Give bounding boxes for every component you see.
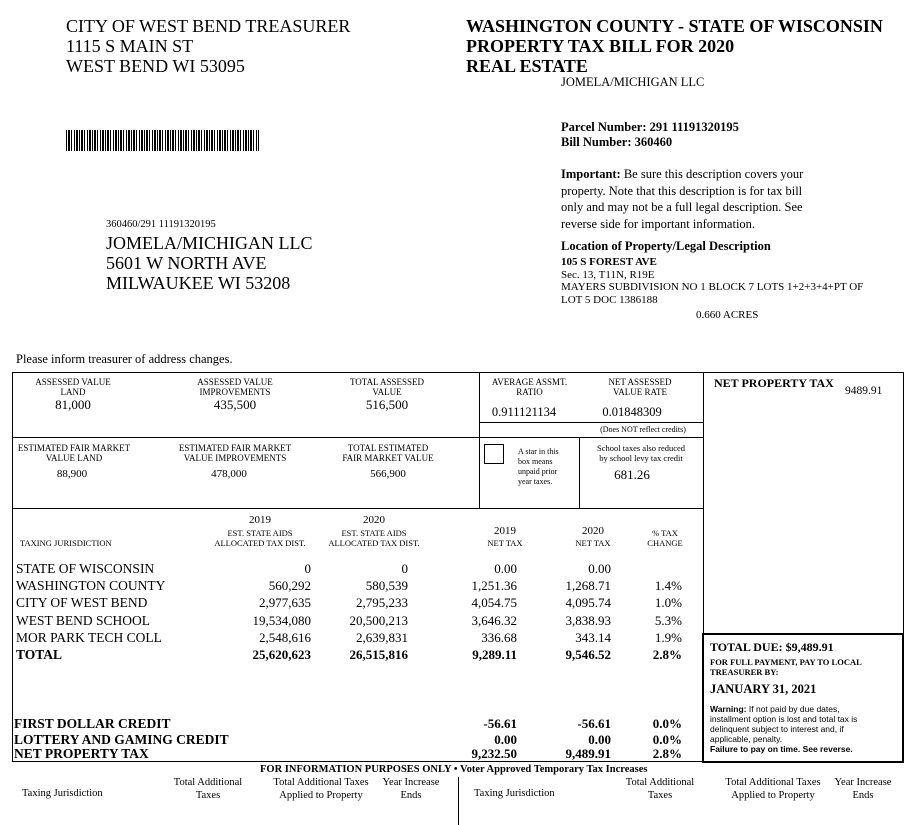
- col-jurisdiction: TAXING JURISDICTION: [20, 538, 112, 548]
- assessment-ratio-label: AVERAGE ASSMT. RATIO: [491, 377, 568, 397]
- credit-pct: 2.8%: [652, 746, 682, 761]
- col-2020-year: 2020: [363, 514, 385, 526]
- credit-name: NET PROPERTY TAX: [14, 746, 149, 761]
- footer-applied-right: Total Additional Taxes Applied to Property: [725, 777, 821, 801]
- fair-market-land-label: ESTIMATED FAIR MARKET VALUE LAND: [17, 443, 131, 463]
- col-2019-aids: EST. STATE AIDS ALLOCATED TAX DIST.: [214, 528, 306, 548]
- barcode: [66, 130, 259, 151]
- col-2020-net-tax: NET TAX: [575, 538, 611, 548]
- jurisdiction-name: WEST BEND SCHOOL: [16, 613, 151, 628]
- total-aid-2019: 25,620,623: [252, 647, 311, 662]
- bill-header-title: PROPERTY TAX BILL FOR 2020: [466, 36, 735, 56]
- total-row-label: TOTAL: [16, 647, 63, 662]
- pct-change: 5.3%: [654, 613, 682, 628]
- pay-instruction: FOR FULL PAYMENT, PAY TO LOCAL TREASURER BY:: [710, 657, 862, 677]
- legal-description: 105 S FOREST AVE Sec. 13, T11N, R19E MAYERS SUBDIVISION NO 1 BLOCK 7 LOTS 1+2+3+4+PT OF LOT 5 DOC 1386188: [561, 256, 864, 306]
- total-assessed-value: 516,500: [365, 397, 409, 412]
- aid-2019: 19,534,080: [252, 613, 311, 628]
- jurisdiction-name: CITY OF WEST BEND: [16, 595, 148, 610]
- aid-2020: 2,795,233: [356, 595, 408, 610]
- star-note: A star in this box means unpaid prior year taxes.: [518, 447, 559, 486]
- net-tax-2019: 3,646.32: [471, 613, 517, 628]
- treasurer-city: WEST BEND WI 53095: [66, 56, 245, 76]
- bill-number: Bill Number: 360460: [561, 135, 673, 149]
- aid-2019: 0: [304, 561, 311, 576]
- col-2020-aids: EST. STATE AIDS ALLOCATED TAX DIST.: [328, 528, 420, 548]
- col-2019-net-tax: NET TAX: [487, 538, 523, 548]
- assessed-land-value: 81,000: [55, 397, 91, 412]
- credit-name: LOTTERY AND GAMING CREDIT: [14, 732, 229, 747]
- aid-2019: 2,548,616: [259, 630, 311, 645]
- total-tax-2019: 9,289.11: [472, 647, 517, 662]
- col-2019-net-year: 2019: [494, 525, 516, 537]
- bill-header-county: WASHINGTON COUNTY - STATE OF WISCONSIN: [466, 16, 883, 36]
- total-assessed-label: TOTAL ASSESSED VALUE: [349, 377, 425, 397]
- credit-pct: 0.0%: [652, 716, 682, 731]
- net-property-tax-value: 9489.91: [845, 385, 883, 397]
- mailing-address: JOMELA/MICHIGAN LLC 5601 W NORTH AVE MILWAUKEE WI 53208: [106, 233, 313, 293]
- credit-2020: -56.61: [577, 716, 611, 731]
- col-2020-net-year: 2020: [582, 525, 604, 537]
- aid-2020: 20,500,213: [349, 613, 408, 628]
- col-2019-year: 2019: [249, 514, 271, 526]
- credit-2019: 0.00: [494, 732, 517, 747]
- total-tax-2020: 9,546.52: [565, 647, 611, 662]
- net-rate-label: NET ASSESSED VALUE RATE: [608, 377, 672, 397]
- credit-2019: -56.61: [483, 716, 517, 731]
- pct-change: 1.4%: [654, 578, 682, 593]
- fair-market-improvements-label: ESTIMATED FAIR MARKET VALUE IMPROVEMENTS: [178, 443, 292, 463]
- unpaid-star-checkbox: [484, 444, 504, 464]
- col-pct-change: % TAX CHANGE: [647, 528, 683, 548]
- aid-2019: 2,977,635: [259, 595, 311, 610]
- net-tax-2019: 4,054.75: [471, 595, 517, 610]
- net-tax-2019: 1,251.36: [471, 578, 517, 593]
- aid-2019: 560,292: [268, 578, 311, 593]
- footer-applied: Total Additional Taxes Applied to Property: [273, 777, 369, 801]
- total-aid-2020: 26,515,816: [349, 647, 408, 662]
- credit-2019: 9,232.50: [471, 746, 517, 761]
- assessed-improvements-value: 435,500: [213, 397, 257, 412]
- net-tax-2019: 0.00: [494, 561, 517, 576]
- fair-market-improvements-value: 478,000: [211, 468, 247, 480]
- net-property-tax-label: NET PROPERTY TAX: [714, 376, 834, 390]
- fair-market-total-label: TOTAL ESTIMATED FAIR MARKET VALUE: [342, 443, 434, 463]
- aid-2020: 0: [401, 561, 408, 576]
- net-tax-2020: 343.14: [575, 630, 611, 645]
- school-credit-value: 681.26: [614, 467, 650, 482]
- fair-market-total-value: 566,900: [370, 468, 406, 480]
- bill-header-type: REAL ESTATE: [466, 56, 588, 76]
- net-tax-2020: 3,838.93: [565, 613, 611, 628]
- total-pct: 2.8%: [652, 647, 682, 662]
- jurisdiction-name: MOR PARK TECH COLL: [16, 630, 162, 645]
- aid-2020: 580,539: [365, 578, 408, 593]
- pct-change: 1.9%: [654, 630, 682, 645]
- credit-2020: 9,489.91: [565, 746, 611, 761]
- net-rate-value: 0.01848309: [602, 405, 662, 419]
- header-owner: JOMELA/MICHIGAN LLC: [561, 75, 705, 89]
- assessed-land-label: ASSESSED VALUE LAND: [35, 377, 111, 397]
- location-title: Location of Property/Legal Description: [561, 239, 771, 253]
- assessment-ratio-value: 0.911121134: [491, 405, 557, 419]
- jurisdiction-name: STATE OF WISCONSIN: [16, 561, 155, 576]
- treasurer-street: 1115 S MAIN ST: [66, 36, 194, 56]
- rate-note: (Does NOT reflect credits): [600, 425, 686, 434]
- aid-2020: 2,639,831: [356, 630, 408, 645]
- due-date: JANUARY 31, 2021: [710, 682, 817, 696]
- net-tax-2019: 336.68: [481, 630, 517, 645]
- important-notice: Important: Be sure this description covers your property. Note that this description is for tax bill only and may not be a full legal description. See reverse side for important information.: [561, 167, 804, 231]
- fair-market-land-value: 88,900: [56, 468, 88, 480]
- total-due: TOTAL DUE: $9,489.91: [710, 640, 834, 654]
- footer-year-ends-right: Year Increase Ends: [834, 777, 892, 801]
- credit-pct: 0.0%: [652, 732, 682, 747]
- footer-total-taxes-right: Total Additional Taxes: [625, 777, 695, 801]
- warning-text: Warning: If not paid by due dates, installment option is lost and total tax is delinquent subject to interest and, if applicable, penalty. Failure to pay on time. See reverse.: [710, 704, 858, 754]
- credit-name: FIRST DOLLAR CREDIT: [14, 716, 171, 731]
- mailing-ref: 360460/291 11191320195: [106, 219, 216, 230]
- net-tax-2020: 1,268.71: [565, 578, 611, 593]
- net-tax-2020: 0.00: [588, 561, 611, 576]
- parcel-number: Parcel Number: 291 11191320195: [561, 120, 739, 134]
- footer-jurisdiction-right: Taxing Jurisdiction: [474, 788, 555, 799]
- pct-change: 1.0%: [654, 595, 682, 610]
- assessed-improvements-label: ASSESSED VALUE IMPROVEMENTS: [197, 377, 273, 397]
- treasurer-name: CITY OF WEST BEND TREASURER: [66, 16, 351, 36]
- credit-2020: 0.00: [588, 732, 611, 747]
- school-credit-label: School taxes also reduced by school levy tax credit: [596, 443, 686, 463]
- address-change-notice: Please inform treasurer of address changes.: [16, 352, 233, 366]
- footer-title: FOR INFORMATION PURPOSES ONLY • Voter Approved Temporary Tax Increases: [260, 764, 648, 775]
- footer-jurisdiction: Taxing Jurisdiction: [22, 788, 103, 799]
- net-tax-2020: 4,095.74: [565, 595, 611, 610]
- jurisdiction-name: WASHINGTON COUNTY: [16, 578, 166, 593]
- acres: 0.660 ACRES: [696, 309, 759, 321]
- footer-year-ends: Year Increase Ends: [382, 777, 440, 801]
- footer-total-taxes: Total Additional Taxes: [173, 777, 243, 801]
